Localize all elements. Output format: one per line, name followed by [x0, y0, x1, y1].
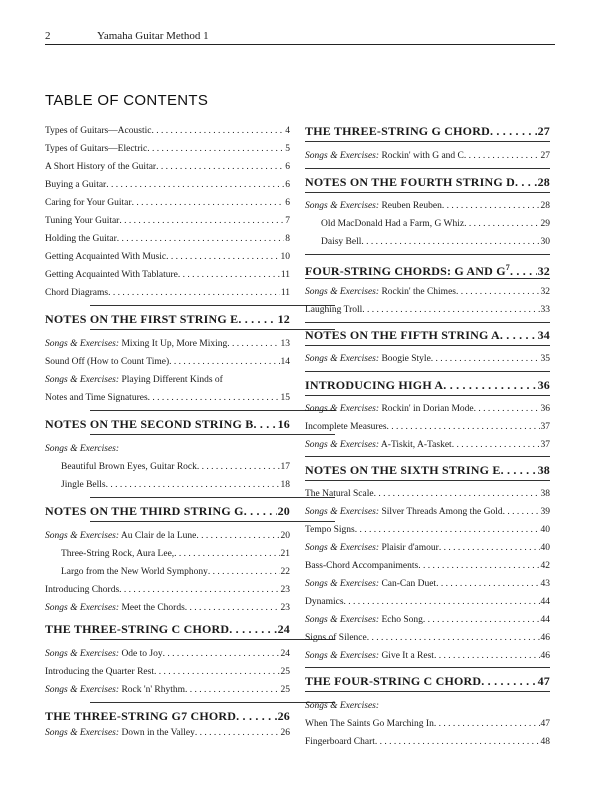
toc-section-heading[interactable]: THE THREE-STRING G7 CHORD . . . 26 — [45, 708, 290, 724]
toc-entry[interactable]: Songs & Exercises: Down in the Valley . . . 26 — [45, 727, 290, 740]
toc-entry[interactable]: The Natural Scale . . . 38 — [305, 488, 550, 501]
toc-title: TABLE OF CONTENTS — [45, 92, 209, 109]
section-rule — [305, 254, 550, 255]
section-rule — [90, 329, 335, 330]
toc-entry[interactable]: Songs & Exercises: A-Tiskit, A-Tasket . . . 37 — [305, 439, 550, 452]
section-rule — [305, 141, 550, 142]
section-rule — [305, 168, 550, 169]
toc-entry[interactable]: Laughing Troll . . . 33 — [305, 304, 550, 317]
toc-entry[interactable]: Songs & Exercises: Silver Threads Among the Gold . . . 39 — [305, 506, 550, 519]
toc-entry[interactable]: When The Saints Go Marching In . . . 47 — [305, 718, 550, 731]
toc-entry[interactable]: Songs & Exercises: Boogie Style . . . 35 — [305, 353, 550, 366]
section-rule — [305, 322, 550, 323]
section-rule — [90, 305, 335, 306]
header-rule — [45, 44, 555, 45]
section-rule — [305, 278, 550, 279]
toc-entry[interactable]: Jingle Bells . . . 18 — [61, 479, 290, 492]
section-rule — [305, 395, 550, 396]
toc-section-heading[interactable]: NOTES ON THE SECOND STRING B . . . 16 — [45, 416, 290, 432]
toc-entry[interactable]: Getting Acquainted With Tablature . . . 11 — [45, 269, 290, 282]
running-title: Yamaha Guitar Method 1 — [97, 30, 209, 42]
toc-entry[interactable]: Songs & Exercises: Plaisir d'amour . . . 40 — [305, 542, 550, 555]
toc-entry[interactable]: Tempo Signs . . . 40 — [305, 524, 550, 537]
toc-entry[interactable]: Songs & Exercises: Can-Can Duet . . . 43 — [305, 578, 550, 591]
toc-entry[interactable]: Songs & Exercises: Rockin' with G and C . . . 27 — [305, 150, 550, 163]
section-rule — [90, 702, 335, 703]
toc-section-heading[interactable]: NOTES ON THE SIXTH STRING E . . . 38 — [305, 462, 550, 478]
toc-section-heading[interactable]: THE FOUR-STRING C CHORD . . . 47 — [305, 673, 550, 689]
toc-entry[interactable]: Caring for Your Guitar . . . 6 — [45, 197, 290, 210]
section-rule — [90, 410, 335, 411]
toc-entry[interactable]: Songs & Exercises: Rockin' in Dorian Mode . . . 36 — [305, 403, 550, 416]
toc-entry[interactable]: Largo from the New World Symphony . . . 22 — [61, 566, 290, 579]
toc-entry[interactable]: Fingerboard Chart . . . 48 — [305, 736, 550, 749]
toc-section-heading[interactable]: NOTES ON THE FIRST STRING E . . . 12 — [45, 311, 290, 327]
toc-entry[interactable]: Signs of Silence . . . 46 — [305, 632, 550, 645]
toc-section-heading[interactable]: INTRODUCING HIGH A . . . 36 — [305, 377, 550, 393]
section-rule — [305, 667, 550, 668]
page-number: 2 — [45, 30, 51, 42]
toc-section-heading[interactable]: NOTES ON THE THIRD STRING G . . . 20 — [45, 503, 290, 519]
toc-entry[interactable]: Songs & Exercises: Au Clair de la Lune . . . 20 — [45, 530, 290, 543]
toc-section-heading[interactable]: THE THREE-STRING C CHORD . . . 24 — [45, 621, 290, 637]
toc-entry[interactable]: Chord Diagrams . . . 11 — [45, 287, 290, 300]
toc-entry[interactable]: Songs & Exercises: Mixing It Up, More Mixing . . . 13 — [45, 338, 290, 351]
toc-entry: Songs & Exercises: — [305, 701, 380, 711]
toc-section-heading[interactable]: FOUR-STRING CHORDS: G AND $G^7$ . . . 32 — [305, 260, 550, 276]
toc-entry[interactable]: Bass-Chord Accompaniments . . . 42 — [305, 560, 550, 573]
section-rule — [305, 480, 550, 481]
toc-entry[interactable]: Notes and Time Signatures . . . 15 — [45, 392, 290, 405]
toc-section-heading[interactable]: NOTES ON THE FOURTH STRING D . . . 28 — [305, 174, 550, 190]
toc-entry[interactable]: Dynamics . . . 44 — [305, 596, 550, 609]
toc-entry[interactable]: Three-String Rock, Aura Lee, . . . 21 — [61, 548, 290, 561]
toc-entry[interactable]: Holding the Guitar . . . 8 — [45, 233, 290, 246]
toc-entry[interactable]: Songs & Exercises: Rockin' the Chimes . . . 32 — [305, 286, 550, 299]
section-rule — [305, 456, 550, 457]
toc-entry[interactable]: Tuning Your Guitar . . . 7 — [45, 215, 290, 228]
running-header — [45, 30, 555, 44]
toc-entry[interactable]: Songs & Exercises: Meet the Chords . . . 23 — [45, 602, 290, 615]
section-rule — [305, 371, 550, 372]
toc-entry[interactable]: Songs & Exercises: Ode to Joy . . . 24 — [45, 648, 290, 661]
toc-entry[interactable]: Sound Off (How to Count Time) . . . 14 — [45, 356, 290, 369]
section-rule — [90, 497, 335, 498]
toc-section-heading[interactable]: THE THREE-STRING G CHORD . . . 27 — [305, 123, 550, 139]
toc-entry[interactable]: Introducing the Quarter Rest . . . 25 — [45, 666, 290, 679]
section-rule — [90, 434, 335, 435]
toc-entry[interactable]: Introducing Chords . . . 23 — [45, 584, 290, 597]
toc-entry[interactable]: Songs & Exercises: Playing Different Kinds of — [45, 375, 223, 385]
section-rule — [90, 521, 335, 522]
toc-entry[interactable]: Songs & Exercises: Give It a Rest . . . 46 — [305, 650, 550, 663]
toc-entry: Songs & Exercises: — [45, 444, 120, 454]
toc-entry[interactable]: Daisy Bell . . . 30 — [321, 236, 550, 249]
section-rule — [305, 192, 550, 193]
toc-entry[interactable]: Getting Acquainted With Music . . . 10 — [45, 251, 290, 264]
toc-entry[interactable]: Songs & Exercises: Reuben Reuben . . . 28 — [305, 200, 550, 213]
section-rule — [305, 691, 550, 692]
toc-entry[interactable]: Songs & Exercises: Rock 'n' Rhythm . . . 25 — [45, 684, 290, 697]
section-rule — [90, 639, 335, 640]
toc-entry[interactable]: Types of Guitars—Acoustic . . . 4 — [45, 125, 290, 138]
toc-entry[interactable]: Old MacDonald Had a Farm, G Whiz . . . 29 — [321, 218, 550, 231]
toc-section-heading[interactable]: NOTES ON THE FIFTH STRING A . . . 34 — [305, 327, 550, 343]
toc-entry[interactable]: Incomplete Measures . . . 37 — [305, 421, 550, 434]
toc-entry[interactable]: A Short History of the Guitar . . . 6 — [45, 161, 290, 174]
toc-entry[interactable]: Beautiful Brown Eyes, Guitar Rock . . . 17 — [61, 461, 290, 474]
toc-entry[interactable]: Buying a Guitar . . . 6 — [45, 179, 290, 192]
toc-entry[interactable]: Types of Guitars—Electric . . . 5 — [45, 143, 290, 156]
toc-entry[interactable]: Songs & Exercises: Echo Song . . . 44 — [305, 614, 550, 627]
section-rule — [305, 345, 550, 346]
